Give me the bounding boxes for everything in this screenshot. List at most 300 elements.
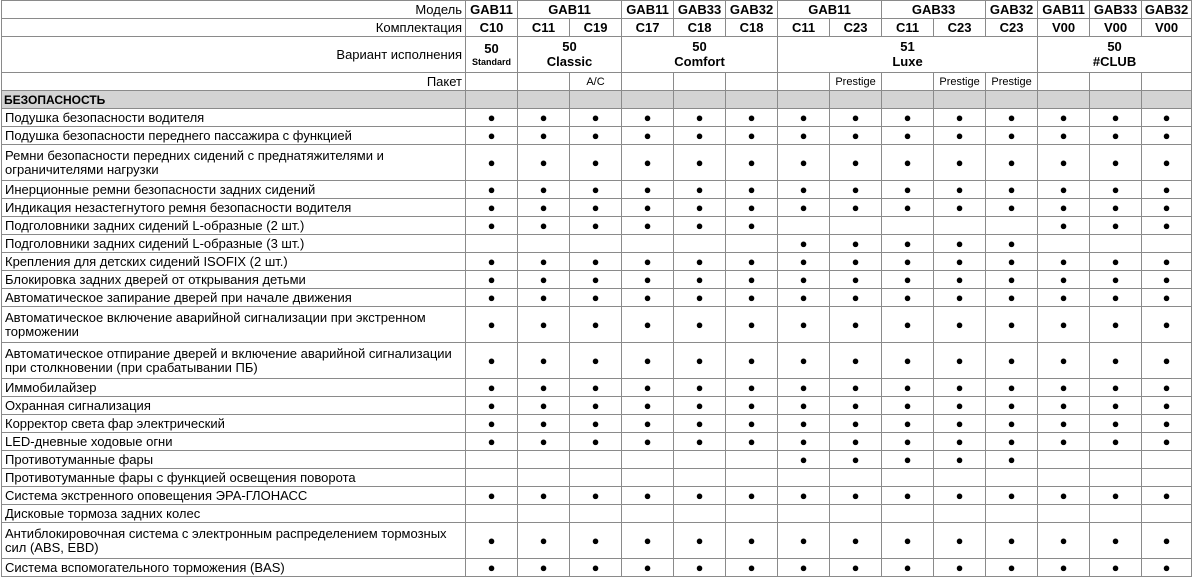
empty-cell — [570, 505, 622, 523]
included-dot: ● — [622, 271, 674, 289]
empty-cell — [1090, 235, 1142, 253]
variant-number: 50 — [562, 39, 577, 54]
included-dot: ● — [1090, 271, 1142, 289]
empty-cell — [622, 505, 674, 523]
included-dot: ● — [934, 415, 986, 433]
included-dot: ● — [1090, 109, 1142, 127]
included-dot: ● — [622, 487, 674, 505]
included-dot: ● — [726, 109, 778, 127]
included-dot: ● — [1038, 199, 1090, 217]
included-dot: ● — [726, 415, 778, 433]
empty-cell — [882, 217, 934, 235]
feature-row — [2, 271, 1192, 289]
included-dot: ● — [934, 109, 986, 127]
included-dot: ● — [934, 127, 986, 145]
feature-label: Подушка безопасности водителя — [2, 109, 466, 127]
included-dot: ● — [882, 379, 934, 397]
included-dot: ● — [726, 397, 778, 415]
included-dot: ● — [1090, 433, 1142, 451]
included-dot: ● — [986, 559, 1038, 577]
included-dot: ● — [570, 145, 622, 181]
included-dot: ● — [570, 253, 622, 271]
included-dot: ● — [882, 271, 934, 289]
included-dot: ● — [518, 145, 570, 181]
included-dot: ● — [622, 109, 674, 127]
included-dot: ● — [1142, 127, 1192, 145]
included-dot: ● — [934, 343, 986, 379]
feature-label: Корректор света фар электрический — [2, 415, 466, 433]
included-dot: ● — [622, 127, 674, 145]
feature-label: Система вспомогательного торможения (BAS) — [2, 559, 466, 577]
empty-cell — [466, 505, 518, 523]
included-dot: ● — [1038, 379, 1090, 397]
included-dot: ● — [778, 379, 830, 397]
included-dot: ● — [518, 109, 570, 127]
package-cell — [622, 73, 674, 91]
included-dot: ● — [674, 415, 726, 433]
package-cell — [466, 73, 518, 91]
empty-cell — [830, 505, 882, 523]
section-cell — [1038, 91, 1090, 109]
included-dot: ● — [570, 343, 622, 379]
feature-label: Подголовники задних сидений L-образные (2 шт.) — [2, 217, 466, 235]
empty-cell — [1142, 451, 1192, 469]
included-dot: ● — [1038, 217, 1090, 235]
included-dot: ● — [726, 271, 778, 289]
empty-cell — [518, 469, 570, 487]
feature-label: Блокировка задних дверей от открывания детьми — [2, 271, 466, 289]
included-dot: ● — [622, 559, 674, 577]
section-cell — [778, 91, 830, 109]
included-dot: ● — [518, 343, 570, 379]
feature-row — [2, 127, 1192, 145]
included-dot: ● — [934, 559, 986, 577]
included-dot: ● — [466, 487, 518, 505]
feature-row — [2, 505, 1192, 523]
included-dot: ● — [1142, 253, 1192, 271]
included-dot: ● — [1090, 199, 1142, 217]
section-cell — [622, 91, 674, 109]
included-dot: ● — [1142, 145, 1192, 181]
feature-row — [2, 559, 1192, 577]
included-dot: ● — [466, 415, 518, 433]
included-dot: ● — [1090, 559, 1142, 577]
variant-number: 50 — [484, 40, 499, 56]
included-dot: ● — [934, 487, 986, 505]
included-dot: ● — [1142, 199, 1192, 217]
included-dot: ● — [882, 253, 934, 271]
included-dot: ● — [466, 379, 518, 397]
empty-cell — [518, 451, 570, 469]
included-dot: ● — [830, 235, 882, 253]
included-dot: ● — [778, 235, 830, 253]
included-dot: ● — [674, 253, 726, 271]
variant-cell — [518, 37, 622, 73]
included-dot: ● — [1038, 109, 1090, 127]
variant-name: Classic — [546, 54, 593, 69]
included-dot: ● — [1142, 289, 1192, 307]
empty-cell — [1090, 469, 1142, 487]
included-dot: ● — [674, 559, 726, 577]
included-dot: ● — [726, 433, 778, 451]
section-cell — [518, 91, 570, 109]
feature-label: Подушка безопасности переднего пассажира с функцией — [2, 127, 466, 145]
included-dot: ● — [1038, 127, 1090, 145]
included-dot: ● — [934, 253, 986, 271]
included-dot: ● — [882, 307, 934, 343]
variant-cell — [466, 37, 518, 73]
feature-row — [2, 109, 1192, 127]
included-dot: ● — [778, 343, 830, 379]
empty-cell — [882, 505, 934, 523]
included-dot: ● — [830, 523, 882, 559]
feature-label: Охранная сигнализация — [2, 397, 466, 415]
section-cell — [570, 91, 622, 109]
included-dot: ● — [830, 271, 882, 289]
included-dot: ● — [726, 523, 778, 559]
included-dot: ● — [674, 217, 726, 235]
empty-cell — [986, 217, 1038, 235]
variant-name: Comfort — [674, 54, 725, 69]
feature-label: Автоматическое отпирание дверей и включение аварийной сигнализации при столкновении (при срабатывании ПБ) — [2, 343, 466, 379]
included-dot: ● — [986, 253, 1038, 271]
included-dot: ● — [466, 523, 518, 559]
included-dot: ● — [986, 181, 1038, 199]
empty-cell — [778, 217, 830, 235]
feature-label: Крепления для детских сидений ISOFIX (2 шт.) — [2, 253, 466, 271]
included-dot: ● — [518, 253, 570, 271]
empty-cell — [1090, 505, 1142, 523]
included-dot: ● — [778, 397, 830, 415]
included-dot: ● — [674, 433, 726, 451]
feature-row — [2, 397, 1192, 415]
feature-row — [2, 379, 1192, 397]
model-cell: GAB32 — [1142, 1, 1192, 19]
empty-cell — [778, 469, 830, 487]
included-dot: ● — [1038, 181, 1090, 199]
included-dot: ● — [934, 397, 986, 415]
included-dot: ● — [778, 199, 830, 217]
included-dot: ● — [1090, 523, 1142, 559]
included-dot: ● — [1142, 433, 1192, 451]
set-cell: C23 — [934, 19, 986, 37]
variant-number: 50 — [1107, 39, 1122, 54]
included-dot: ● — [778, 451, 830, 469]
included-dot: ● — [934, 451, 986, 469]
included-dot: ● — [1142, 523, 1192, 559]
set-cell: C17 — [622, 19, 674, 37]
equipment-table — [1, 0, 1192, 577]
included-dot: ● — [466, 145, 518, 181]
included-dot: ● — [466, 127, 518, 145]
included-dot: ● — [1090, 343, 1142, 379]
included-dot: ● — [622, 181, 674, 199]
included-dot: ● — [674, 127, 726, 145]
included-dot: ● — [518, 181, 570, 199]
included-dot: ● — [986, 415, 1038, 433]
included-dot: ● — [1038, 307, 1090, 343]
included-dot: ● — [570, 559, 622, 577]
set-cell: C18 — [674, 19, 726, 37]
included-dot: ● — [1142, 343, 1192, 379]
included-dot: ● — [1142, 307, 1192, 343]
included-dot: ● — [882, 397, 934, 415]
included-dot: ● — [570, 487, 622, 505]
included-dot: ● — [986, 199, 1038, 217]
included-dot: ● — [518, 217, 570, 235]
included-dot: ● — [1038, 397, 1090, 415]
included-dot: ● — [466, 181, 518, 199]
variant-cell — [622, 37, 778, 73]
feature-row — [2, 145, 1192, 181]
included-dot: ● — [1090, 145, 1142, 181]
section-cell — [882, 91, 934, 109]
variant-number: 50 — [692, 39, 707, 54]
section-cell — [674, 91, 726, 109]
included-dot: ● — [726, 217, 778, 235]
included-dot: ● — [622, 523, 674, 559]
included-dot: ● — [518, 271, 570, 289]
included-dot: ● — [986, 379, 1038, 397]
section-cell — [726, 91, 778, 109]
included-dot: ● — [518, 127, 570, 145]
included-dot: ● — [518, 307, 570, 343]
included-dot: ● — [778, 433, 830, 451]
feature-label: LED-дневные ходовые огни — [2, 433, 466, 451]
included-dot: ● — [622, 217, 674, 235]
included-dot: ● — [466, 397, 518, 415]
empty-cell — [934, 469, 986, 487]
empty-cell — [778, 505, 830, 523]
included-dot: ● — [1142, 397, 1192, 415]
empty-cell — [570, 451, 622, 469]
included-dot: ● — [882, 109, 934, 127]
header-row-model — [2, 1, 1192, 19]
package-cell — [674, 73, 726, 91]
included-dot: ● — [778, 487, 830, 505]
package-cell: Prestige — [934, 73, 986, 91]
header-row-package — [2, 73, 1192, 91]
included-dot: ● — [726, 199, 778, 217]
included-dot: ● — [986, 271, 1038, 289]
package-cell — [1038, 73, 1090, 91]
set-cell: V00 — [1142, 19, 1192, 37]
included-dot: ● — [1038, 415, 1090, 433]
included-dot: ● — [830, 415, 882, 433]
included-dot: ● — [518, 289, 570, 307]
included-dot: ● — [778, 523, 830, 559]
feature-label: Антиблокировочная система с электронным распределением тормозных сил (ABS, EBD) — [2, 523, 466, 559]
feature-label: Противотуманные фары — [2, 451, 466, 469]
feature-label: Система экстренного оповещения ЭРА-ГЛОНАСС — [2, 487, 466, 505]
included-dot: ● — [570, 217, 622, 235]
feature-row — [2, 253, 1192, 271]
empty-cell — [726, 505, 778, 523]
included-dot: ● — [466, 307, 518, 343]
feature-label: Автоматическое включение аварийной сигнализации при экстренном торможении — [2, 307, 466, 343]
included-dot: ● — [830, 127, 882, 145]
empty-cell — [1038, 505, 1090, 523]
included-dot: ● — [1090, 217, 1142, 235]
included-dot: ● — [830, 307, 882, 343]
included-dot: ● — [934, 289, 986, 307]
included-dot: ● — [778, 307, 830, 343]
included-dot: ● — [570, 271, 622, 289]
empty-cell — [622, 451, 674, 469]
included-dot: ● — [882, 451, 934, 469]
model-label: Модель — [2, 1, 466, 19]
included-dot: ● — [674, 289, 726, 307]
included-dot: ● — [986, 523, 1038, 559]
package-cell — [882, 73, 934, 91]
included-dot: ● — [830, 379, 882, 397]
included-dot: ● — [1142, 487, 1192, 505]
included-dot: ● — [882, 145, 934, 181]
included-dot: ● — [986, 235, 1038, 253]
included-dot: ● — [622, 397, 674, 415]
empty-cell — [830, 469, 882, 487]
included-dot: ● — [1090, 487, 1142, 505]
set-cell: C23 — [986, 19, 1038, 37]
included-dot: ● — [622, 433, 674, 451]
empty-cell — [466, 469, 518, 487]
included-dot: ● — [882, 181, 934, 199]
empty-cell — [674, 235, 726, 253]
included-dot: ● — [830, 487, 882, 505]
included-dot: ● — [986, 451, 1038, 469]
empty-cell — [674, 451, 726, 469]
variant-label: Вариант исполнения — [2, 37, 466, 73]
set-cell: C11 — [882, 19, 934, 37]
included-dot: ● — [570, 433, 622, 451]
package-cell — [1142, 73, 1192, 91]
included-dot: ● — [726, 289, 778, 307]
empty-cell — [934, 505, 986, 523]
feature-row — [2, 235, 1192, 253]
set-cell: C23 — [830, 19, 882, 37]
empty-cell — [1038, 469, 1090, 487]
feature-row — [2, 181, 1192, 199]
section-cell — [1142, 91, 1192, 109]
empty-cell — [674, 469, 726, 487]
included-dot: ● — [934, 307, 986, 343]
included-dot: ● — [986, 127, 1038, 145]
header-row-variant — [2, 37, 1192, 73]
feature-label: Автоматическое запирание дверей при начале движения — [2, 289, 466, 307]
package-cell: Prestige — [986, 73, 1038, 91]
included-dot: ● — [518, 559, 570, 577]
set-cell: C18 — [726, 19, 778, 37]
empty-cell — [934, 217, 986, 235]
included-dot: ● — [726, 145, 778, 181]
included-dot: ● — [1090, 181, 1142, 199]
included-dot: ● — [1142, 271, 1192, 289]
included-dot: ● — [830, 451, 882, 469]
included-dot: ● — [466, 289, 518, 307]
included-dot: ● — [1038, 253, 1090, 271]
included-dot: ● — [674, 487, 726, 505]
included-dot: ● — [986, 307, 1038, 343]
included-dot: ● — [882, 559, 934, 577]
feature-row — [2, 289, 1192, 307]
included-dot: ● — [570, 109, 622, 127]
included-dot: ● — [1142, 379, 1192, 397]
included-dot: ● — [934, 523, 986, 559]
included-dot: ● — [882, 199, 934, 217]
included-dot: ● — [1090, 289, 1142, 307]
included-dot: ● — [986, 109, 1038, 127]
included-dot: ● — [986, 289, 1038, 307]
set-cell: V00 — [1038, 19, 1090, 37]
included-dot: ● — [882, 433, 934, 451]
variant-name: Luxe — [892, 54, 923, 69]
included-dot: ● — [934, 433, 986, 451]
included-dot: ● — [882, 487, 934, 505]
section-cell — [1090, 91, 1142, 109]
included-dot: ● — [1090, 307, 1142, 343]
feature-row — [2, 307, 1192, 343]
included-dot: ● — [778, 109, 830, 127]
empty-cell — [1038, 451, 1090, 469]
included-dot: ● — [934, 199, 986, 217]
feature-row — [2, 343, 1192, 379]
empty-cell — [986, 505, 1038, 523]
included-dot: ● — [674, 343, 726, 379]
empty-cell — [622, 235, 674, 253]
section-title: БЕЗОПАСНОСТЬ — [2, 91, 466, 109]
included-dot: ● — [778, 415, 830, 433]
included-dot: ● — [830, 145, 882, 181]
empty-cell — [1038, 235, 1090, 253]
included-dot: ● — [934, 379, 986, 397]
package-label: Пакет — [2, 73, 466, 91]
included-dot: ● — [830, 181, 882, 199]
included-dot: ● — [1038, 145, 1090, 181]
empty-cell — [622, 469, 674, 487]
empty-cell — [1142, 235, 1192, 253]
section-row — [2, 91, 1192, 109]
empty-cell — [518, 505, 570, 523]
model-cell: GAB32 — [726, 1, 778, 19]
included-dot: ● — [674, 145, 726, 181]
included-dot: ● — [518, 487, 570, 505]
included-dot: ● — [1090, 415, 1142, 433]
empty-cell — [882, 469, 934, 487]
variant-cell — [778, 37, 1038, 73]
included-dot: ● — [830, 253, 882, 271]
included-dot: ● — [986, 487, 1038, 505]
included-dot: ● — [466, 271, 518, 289]
included-dot: ● — [726, 379, 778, 397]
included-dot: ● — [830, 397, 882, 415]
section-cell — [934, 91, 986, 109]
package-cell: Prestige — [830, 73, 882, 91]
included-dot: ● — [1038, 523, 1090, 559]
header-row-set — [2, 19, 1192, 37]
empty-cell — [518, 235, 570, 253]
included-dot: ● — [622, 307, 674, 343]
included-dot: ● — [778, 127, 830, 145]
included-dot: ● — [778, 181, 830, 199]
included-dot: ● — [518, 379, 570, 397]
feature-row — [2, 217, 1192, 235]
included-dot: ● — [622, 253, 674, 271]
feature-row — [2, 199, 1192, 217]
included-dot: ● — [622, 415, 674, 433]
included-dot: ● — [622, 289, 674, 307]
feature-row — [2, 523, 1192, 559]
included-dot: ● — [622, 379, 674, 397]
